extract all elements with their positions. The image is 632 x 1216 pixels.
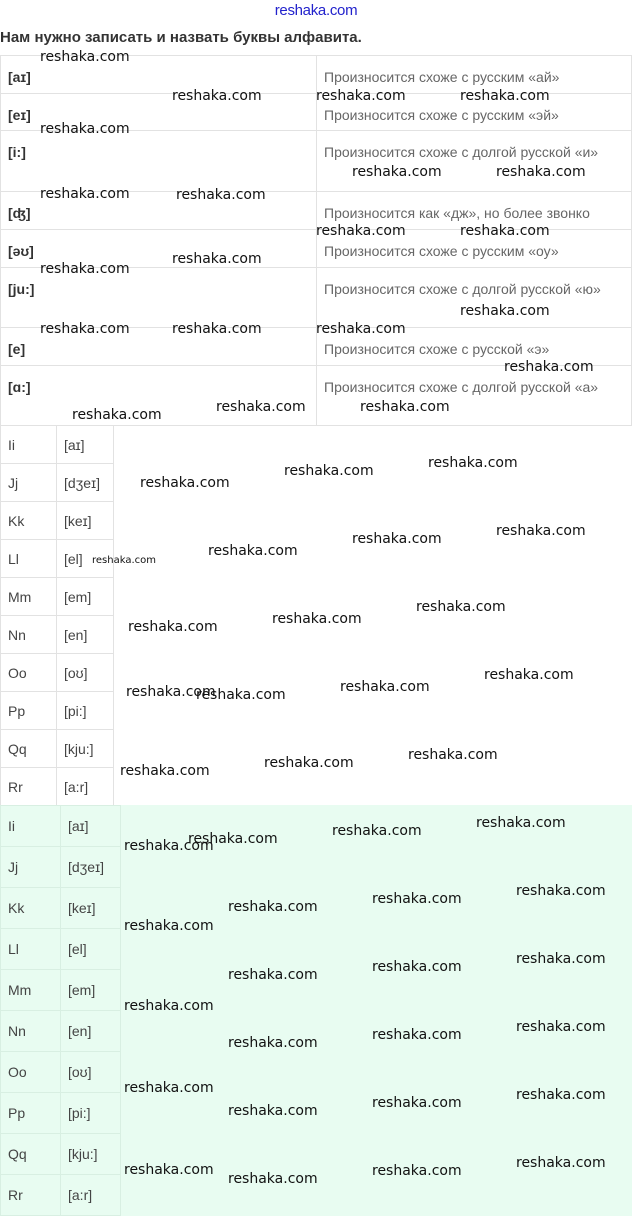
watermark: reshaka.com xyxy=(352,531,442,547)
table-row xyxy=(1,970,121,1011)
letter-cell: Kk xyxy=(1,502,57,540)
watermark: reshaka.com xyxy=(140,475,230,491)
watermark: reshaka.com xyxy=(372,891,462,907)
table-row xyxy=(1,131,632,192)
watermark: reshaka.com xyxy=(272,611,362,627)
transcription-cell: [en] xyxy=(61,1011,121,1052)
watermark: reshaka.com xyxy=(40,186,130,202)
watermark: reshaka.com xyxy=(340,679,430,695)
transcription-cell: [keɪ] xyxy=(61,888,121,929)
watermark: reshaka.com xyxy=(40,121,130,137)
watermark: reshaka.com xyxy=(264,755,354,771)
table-row xyxy=(1,768,114,806)
watermark: reshaka.com xyxy=(460,303,550,319)
table-row xyxy=(1,1052,121,1093)
table-row xyxy=(1,692,114,730)
transcription-cell: [el] xyxy=(61,929,121,970)
watermark: reshaka.com xyxy=(172,251,262,267)
table-row xyxy=(1,1134,121,1175)
letter-cell: Qq xyxy=(1,1134,61,1175)
watermark: reshaka.com xyxy=(124,838,214,854)
table-row xyxy=(1,888,121,929)
watermark: reshaka.com xyxy=(496,523,586,539)
watermark: reshaka.com xyxy=(188,831,278,847)
watermark: reshaka.com xyxy=(496,164,586,180)
watermark: reshaka.com xyxy=(516,1155,606,1171)
sound-cell: [əʊ] xyxy=(1,230,317,268)
table-row xyxy=(1,929,121,970)
table-row xyxy=(1,464,114,502)
watermark: reshaka.com xyxy=(316,321,406,337)
letter-cell: Oo xyxy=(1,654,57,692)
sound-cell: [eɪ] xyxy=(1,94,317,131)
letter-cell: Nn xyxy=(1,616,57,654)
watermark: reshaka.com xyxy=(176,187,266,203)
watermark: reshaka.com xyxy=(428,455,518,471)
transcription-cell: [aɪ] xyxy=(57,426,114,464)
letter-cell: Jj xyxy=(1,847,61,888)
watermark: reshaka.com xyxy=(128,619,218,635)
transcription-cell: [kju:] xyxy=(57,730,114,768)
watermark: reshaka.com xyxy=(196,687,286,703)
transcription-cell: [pi:] xyxy=(57,692,114,730)
watermark: reshaka.com xyxy=(228,899,318,915)
watermark: reshaka.com xyxy=(92,555,156,566)
watermark: reshaka.com xyxy=(516,1087,606,1103)
watermark: reshaka.com xyxy=(126,684,216,700)
letter-cell: Nn xyxy=(1,1011,61,1052)
transcription-cell: [em] xyxy=(61,970,121,1011)
letter-cell: Ii xyxy=(1,806,61,847)
watermark: reshaka.com xyxy=(352,164,442,180)
letter-cell: Oo xyxy=(1,1052,61,1093)
watermark: reshaka.com xyxy=(360,399,450,415)
watermark: reshaka.com xyxy=(372,1027,462,1043)
description-cell: Произносится как «дж», но более звонко xyxy=(317,192,632,230)
watermark: reshaka.com xyxy=(408,747,498,763)
watermark: reshaka.com xyxy=(228,967,318,983)
table-row xyxy=(1,426,114,464)
sound-cell: [i:] xyxy=(1,131,317,192)
description-cell: Произносится схоже с долгой русской «ю» xyxy=(317,268,632,328)
watermark: reshaka.com xyxy=(40,321,130,337)
watermark: reshaka.com xyxy=(172,88,262,104)
watermark: reshaka.com xyxy=(516,951,606,967)
letter-cell: Jj xyxy=(1,464,57,502)
transcription-cell: [oʊ] xyxy=(61,1052,121,1093)
watermark: reshaka.com xyxy=(476,815,566,831)
watermark: reshaka.com xyxy=(372,1163,462,1179)
watermark: reshaka.com xyxy=(228,1171,318,1187)
table-row xyxy=(1,616,114,654)
description-cell: Произносится схоже с русским «оу» xyxy=(317,230,632,268)
watermark: reshaka.com xyxy=(120,763,210,779)
watermark: reshaka.com xyxy=(124,998,214,1014)
description-cell: Произносится схоже с русской «э» xyxy=(317,328,632,366)
transcription-cell: [kju:] xyxy=(61,1134,121,1175)
watermark: reshaka.com xyxy=(460,88,550,104)
transcription-cell: [keɪ] xyxy=(57,502,114,540)
transcription-cell: [dʒeɪ] xyxy=(61,847,121,888)
watermark: reshaka.com xyxy=(172,321,262,337)
site-title[interactable]: reshaka.com xyxy=(274,2,358,19)
watermark: reshaka.com xyxy=(40,261,130,277)
transcription-cell: [a:r] xyxy=(61,1175,121,1216)
watermark: reshaka.com xyxy=(316,223,406,239)
watermark: reshaka.com xyxy=(332,823,422,839)
page-heading: Нам нужно записать и назвать буквы алфавита. xyxy=(0,29,362,46)
transcription-cell: [a:r] xyxy=(57,768,114,806)
watermark: reshaka.com xyxy=(372,959,462,975)
sound-cell: [aɪ] xyxy=(1,56,317,94)
table-row xyxy=(1,502,114,540)
sound-cell: [ɑ:] xyxy=(1,366,317,426)
letter-cell: Mm xyxy=(1,578,57,616)
table-row xyxy=(1,806,121,847)
letter-cell: Ll xyxy=(1,540,57,578)
description-cell: Произносится схоже с долгой русской «а» xyxy=(317,366,632,426)
watermark: reshaka.com xyxy=(228,1035,318,1051)
watermark: reshaka.com xyxy=(284,463,374,479)
watermark: reshaka.com xyxy=(372,1095,462,1111)
description-cell: Произносится схоже с русским «ай» xyxy=(317,56,632,94)
table-row xyxy=(1,847,121,888)
letter-cell: Rr xyxy=(1,1175,61,1216)
letter-cell: Rr xyxy=(1,768,57,806)
watermark: reshaka.com xyxy=(124,1080,214,1096)
description-cell: Произносится схоже с долгой русской «и» xyxy=(317,131,632,192)
watermark: reshaka.com xyxy=(124,918,214,934)
table-row xyxy=(1,578,114,616)
watermark: reshaka.com xyxy=(516,883,606,899)
transcription-cell: [oʊ] xyxy=(57,654,114,692)
transcription-cell: [em] xyxy=(57,578,114,616)
transcription-cell: [aɪ] xyxy=(61,806,121,847)
watermark: reshaka.com xyxy=(460,223,550,239)
table-row xyxy=(1,1011,121,1052)
watermark: reshaka.com xyxy=(416,599,506,615)
watermark: reshaka.com xyxy=(484,667,574,683)
watermark: reshaka.com xyxy=(216,399,306,415)
table-row xyxy=(1,730,114,768)
letter-cell: Pp xyxy=(1,1093,61,1134)
watermark: reshaka.com xyxy=(124,1162,214,1178)
letters-table-green xyxy=(0,805,121,1216)
table-row xyxy=(1,1175,121,1216)
description-cell: Произносится схоже с русским «эй» xyxy=(317,94,632,131)
letter-cell: Ii xyxy=(1,426,57,464)
table-row xyxy=(1,654,114,692)
letter-cell: Mm xyxy=(1,970,61,1011)
letter-cell: Kk xyxy=(1,888,61,929)
letter-cell: Ll xyxy=(1,929,61,970)
watermark: reshaka.com xyxy=(72,407,162,423)
letter-cell: Qq xyxy=(1,730,57,768)
watermark: reshaka.com xyxy=(40,49,130,65)
watermark: reshaka.com xyxy=(208,543,298,559)
sound-cell: [e] xyxy=(1,328,317,366)
watermark: reshaka.com xyxy=(504,359,594,375)
sound-cell: [ju:] xyxy=(1,268,317,328)
watermark: reshaka.com xyxy=(516,1019,606,1035)
transcription-cell: [en] xyxy=(57,616,114,654)
letter-cell: Pp xyxy=(1,692,57,730)
watermark: reshaka.com xyxy=(316,88,406,104)
transcription-cell: [dʒeɪ] xyxy=(57,464,114,502)
transcription-cell: [el] xyxy=(57,540,114,578)
table-row xyxy=(1,1093,121,1134)
sound-cell: [ʤ] xyxy=(1,192,317,230)
transcription-cell: [pi:] xyxy=(61,1093,121,1134)
letters-table xyxy=(0,425,114,806)
watermark: reshaka.com xyxy=(228,1103,318,1119)
